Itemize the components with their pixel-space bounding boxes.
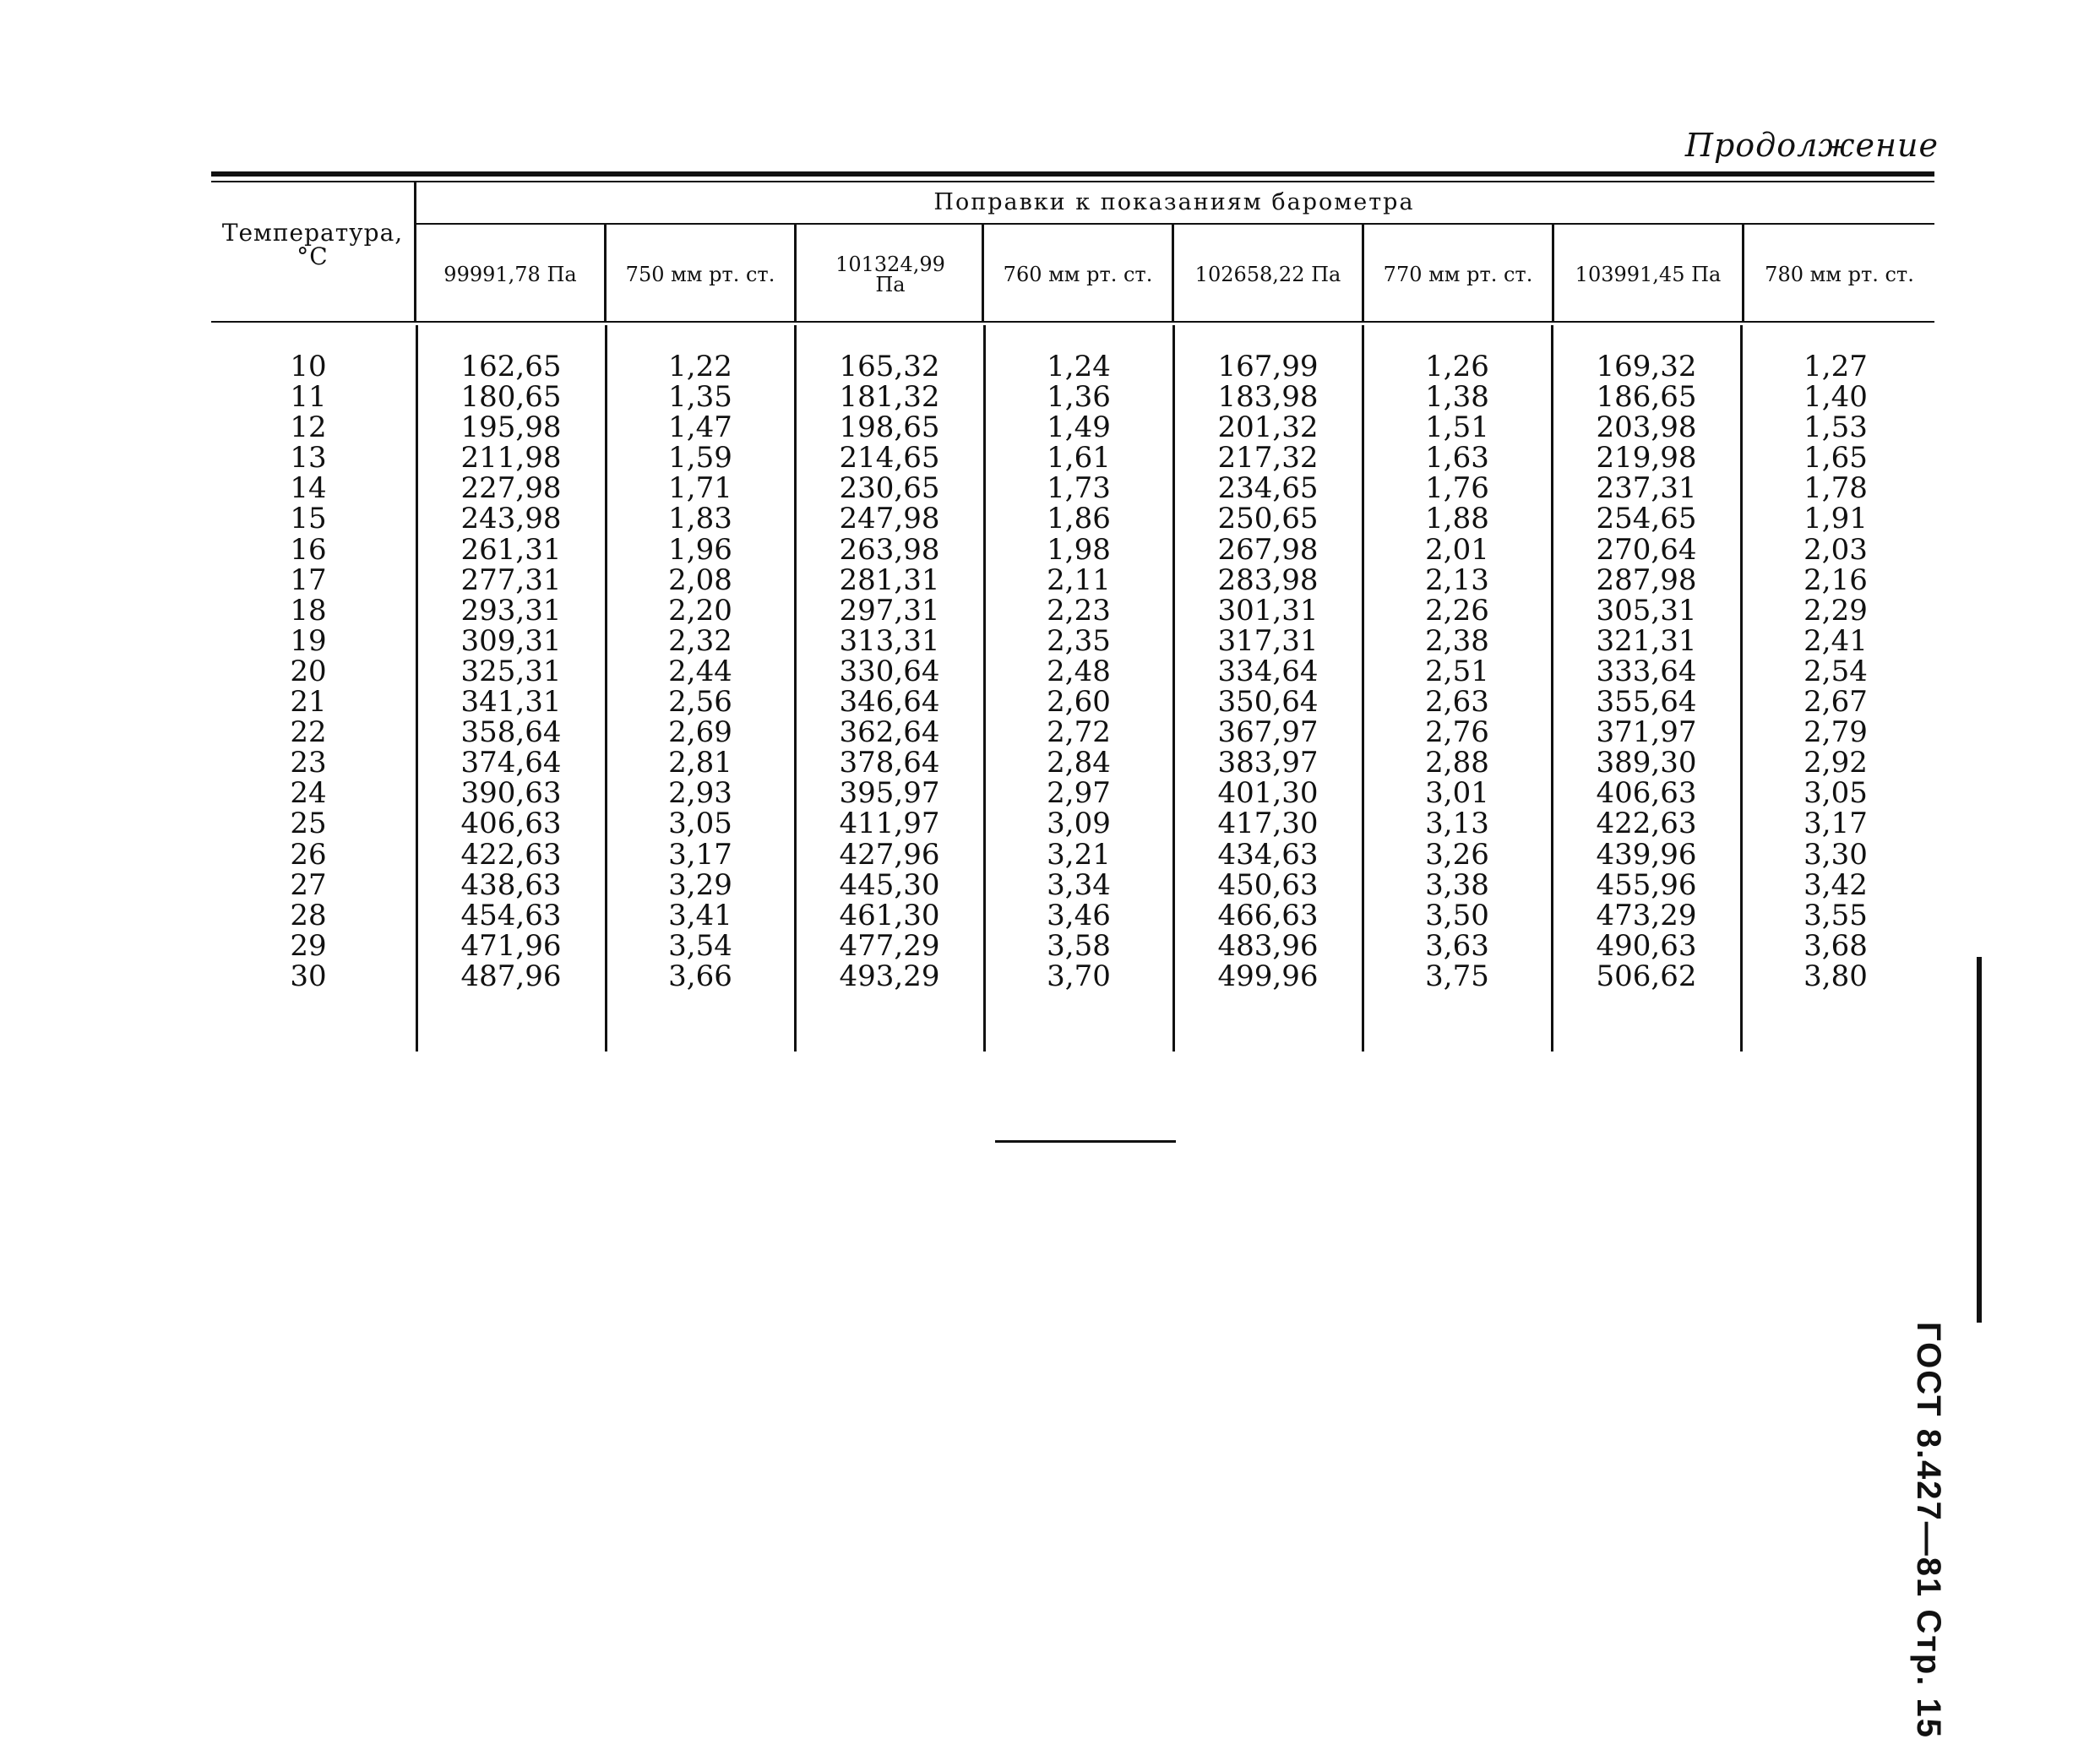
table-cell: 2,38 bbox=[1425, 623, 1489, 658]
group-header: Поправки к показаниям барометра bbox=[933, 189, 1415, 215]
table-cell: 2,44 bbox=[668, 654, 732, 688]
table-cell: 2,84 bbox=[1047, 746, 1111, 780]
table-cell: 3,66 bbox=[668, 959, 732, 993]
table-cell: 334,64 bbox=[1217, 654, 1319, 688]
table-cell: 390,63 bbox=[460, 776, 562, 811]
table-cell: 3,58 bbox=[1047, 928, 1111, 963]
table-cell: 219,98 bbox=[1596, 441, 1697, 476]
table-cell: 162,65 bbox=[460, 350, 562, 383]
table-cell: 2,08 bbox=[668, 562, 732, 597]
table-cell: 211,98 bbox=[460, 441, 562, 476]
table-cell: 439,96 bbox=[1596, 837, 1697, 872]
table-cell: 1,53 bbox=[1803, 410, 1868, 445]
table-cell: 167,99 bbox=[1217, 350, 1319, 383]
table-cell: 234,65 bbox=[1217, 471, 1319, 506]
table-cell: 455,96 bbox=[1596, 867, 1697, 902]
table-cell: 3,29 bbox=[668, 867, 732, 902]
table-cell: 341,31 bbox=[460, 685, 562, 720]
table-cell: 395,97 bbox=[839, 776, 940, 811]
table-cell: 3,09 bbox=[1047, 807, 1111, 841]
table-cell: 1,61 bbox=[1047, 441, 1111, 476]
table-cell: 371,97 bbox=[1596, 715, 1697, 750]
table-cell: 301,31 bbox=[1217, 593, 1319, 628]
table-cell: 346,64 bbox=[839, 685, 940, 720]
table-cell: 493,29 bbox=[839, 959, 940, 993]
temperature-cell: 11 bbox=[290, 380, 327, 415]
table-cell: 2,35 bbox=[1047, 623, 1111, 658]
column-header-1: 99991,78 Па bbox=[443, 263, 577, 286]
table-cell: 1,76 bbox=[1425, 471, 1489, 506]
table-cell: 499,96 bbox=[1217, 959, 1319, 993]
table-cell: 2,23 bbox=[1047, 593, 1111, 628]
table-cell: 181,32 bbox=[839, 380, 940, 415]
temperature-column bbox=[245, 351, 372, 992]
table-cell: 2,03 bbox=[1803, 532, 1868, 567]
table-cell: 3,55 bbox=[1803, 898, 1868, 932]
table-cell: 333,64 bbox=[1596, 654, 1697, 688]
table-cell: 355,64 bbox=[1596, 685, 1697, 720]
table-cell: 281,31 bbox=[839, 562, 940, 597]
table-cell: 237,31 bbox=[1596, 471, 1697, 506]
table-cell: 1,40 bbox=[1803, 380, 1868, 415]
table-cell: 3,05 bbox=[668, 807, 732, 841]
table-cell: 217,32 bbox=[1217, 441, 1319, 476]
table-cell: 2,67 bbox=[1803, 685, 1868, 720]
column-header-5: 102658,22 Па bbox=[1194, 263, 1341, 286]
table-cell: 2,41 bbox=[1803, 623, 1868, 658]
data-column-2 bbox=[607, 351, 793, 992]
table-cell: 165,32 bbox=[839, 350, 940, 383]
temperature-cell: 22 bbox=[290, 715, 327, 750]
temperature-cell: 28 bbox=[290, 898, 327, 932]
table-cell: 201,32 bbox=[1217, 410, 1319, 445]
table-cell: 1,78 bbox=[1803, 471, 1868, 506]
column-header-4: 760 мм рт. ст. bbox=[1003, 263, 1153, 286]
temperature-cell: 24 bbox=[290, 776, 327, 811]
table-cell: 214,65 bbox=[839, 441, 940, 476]
table-cell: 3,01 bbox=[1425, 776, 1489, 811]
table-cell: 3,21 bbox=[1047, 837, 1111, 872]
table-cell: 2,29 bbox=[1803, 593, 1868, 628]
divider bbox=[982, 225, 984, 321]
data-column-4 bbox=[986, 351, 1172, 992]
table-cell: 287,98 bbox=[1596, 562, 1697, 597]
page-label-bar bbox=[1977, 957, 1982, 1323]
table-cell: 2,54 bbox=[1803, 654, 1868, 688]
table-cell: 3,75 bbox=[1425, 959, 1489, 993]
table-cell: 417,30 bbox=[1217, 807, 1319, 841]
table-cell: 487,96 bbox=[460, 959, 562, 993]
table-cell: 477,29 bbox=[839, 928, 940, 963]
table-cell: 305,31 bbox=[1596, 593, 1697, 628]
table-cell: 362,64 bbox=[839, 715, 940, 750]
table-cell: 2,51 bbox=[1425, 654, 1489, 688]
data-column-7 bbox=[1553, 351, 1739, 992]
table-cell: 1,49 bbox=[1047, 410, 1111, 445]
table-cell: 2,92 bbox=[1803, 746, 1868, 780]
table-cell: 3,46 bbox=[1047, 898, 1111, 932]
table-cell: 406,63 bbox=[460, 807, 562, 841]
temperature-cell: 26 bbox=[290, 837, 327, 872]
table-cell: 483,96 bbox=[1217, 928, 1319, 963]
table-cell: 374,64 bbox=[460, 746, 562, 780]
table-cell: 261,31 bbox=[460, 532, 562, 567]
temperature-cell: 18 bbox=[290, 593, 327, 628]
table-cell: 3,42 bbox=[1803, 867, 1868, 902]
table-cell: 195,98 bbox=[460, 410, 562, 445]
table-cell: 450,63 bbox=[1217, 867, 1319, 902]
table-cell: 297,31 bbox=[839, 593, 940, 628]
table-cell: 3,05 bbox=[1803, 776, 1868, 811]
column-header-7: 103991,45 Па bbox=[1575, 263, 1722, 286]
temperature-cell: 15 bbox=[290, 502, 327, 536]
table-cell: 438,63 bbox=[460, 867, 562, 902]
divider bbox=[1362, 225, 1364, 321]
temperature-header-text: Температура, °С bbox=[221, 219, 404, 270]
table-cell: 183,98 bbox=[1217, 380, 1319, 415]
group-header-rule bbox=[414, 223, 1934, 225]
table-cell: 1,22 bbox=[668, 350, 732, 383]
table-cell: 1,65 bbox=[1803, 441, 1868, 476]
data-column-1 bbox=[418, 351, 604, 992]
table-cell: 2,48 bbox=[1047, 654, 1111, 688]
table-cell: 3,68 bbox=[1803, 928, 1868, 963]
table-cell: 1,83 bbox=[668, 502, 732, 536]
table-cell: 471,96 bbox=[460, 928, 562, 963]
table-cell: 3,17 bbox=[668, 837, 732, 872]
divider bbox=[794, 225, 797, 321]
data-column-6 bbox=[1364, 351, 1550, 992]
table-cell: 247,98 bbox=[839, 502, 940, 536]
temperature-cell: 17 bbox=[290, 562, 327, 597]
table-cell: 454,63 bbox=[460, 898, 562, 932]
table-cell: 1,51 bbox=[1425, 410, 1489, 445]
divider bbox=[1742, 225, 1744, 321]
table-cell: 3,13 bbox=[1425, 807, 1489, 841]
temperature-cell: 23 bbox=[290, 746, 327, 780]
table-cell: 1,86 bbox=[1047, 502, 1111, 536]
table-cell: 2,56 bbox=[668, 685, 732, 720]
table-cell: 445,30 bbox=[839, 867, 940, 902]
column-header-6: 770 мм рт. ст. bbox=[1383, 263, 1533, 286]
table-cell: 2,60 bbox=[1047, 685, 1111, 720]
table-cell: 427,96 bbox=[839, 837, 940, 872]
page-label: ГОСТ 8.427—81 Стр. 15 bbox=[1910, 1322, 1947, 1739]
table-cell: 1,73 bbox=[1047, 471, 1111, 506]
table-cell: 473,29 bbox=[1596, 898, 1697, 932]
table-cell: 3,26 bbox=[1425, 837, 1489, 872]
divider bbox=[414, 182, 416, 321]
table-cell: 1,96 bbox=[668, 532, 732, 567]
column-header-3: 101324,99 Па bbox=[835, 253, 945, 296]
table-cell: 270,64 bbox=[1596, 532, 1697, 567]
table-cell: 267,98 bbox=[1217, 532, 1319, 567]
table-cell: 2,93 bbox=[668, 776, 732, 811]
table-cell: 1,38 bbox=[1425, 380, 1489, 415]
table-cell: 3,70 bbox=[1047, 959, 1111, 993]
table-cell: 3,50 bbox=[1425, 898, 1489, 932]
temperature-cell: 13 bbox=[290, 441, 327, 476]
table-cell: 2,13 bbox=[1425, 562, 1489, 597]
data-column-3 bbox=[797, 351, 982, 992]
temperature-cell: 20 bbox=[290, 654, 327, 688]
table-cell: 1,59 bbox=[668, 441, 732, 476]
table-cell: 3,34 bbox=[1047, 867, 1111, 902]
table-cell: 3,38 bbox=[1425, 867, 1489, 902]
temperature-header bbox=[211, 221, 414, 269]
table-cell: 401,30 bbox=[1217, 776, 1319, 811]
divider bbox=[604, 225, 607, 321]
table-cell: 3,17 bbox=[1803, 807, 1868, 841]
table-cell: 1,24 bbox=[1047, 350, 1111, 383]
temperature-cell: 25 bbox=[290, 807, 327, 841]
data-column-8 bbox=[1743, 351, 1929, 992]
table-cell: 2,11 bbox=[1047, 562, 1111, 597]
table-cell: 309,31 bbox=[460, 623, 562, 658]
table-cell: 313,31 bbox=[839, 623, 940, 658]
table-cell: 3,63 bbox=[1425, 928, 1489, 963]
table-cell: 383,97 bbox=[1217, 746, 1319, 780]
table-cell: 1,63 bbox=[1425, 441, 1489, 476]
table-cell: 3,30 bbox=[1803, 837, 1868, 872]
temperature-cell: 29 bbox=[290, 928, 327, 963]
table-cell: 1,27 bbox=[1803, 350, 1868, 383]
temperature-cell: 12 bbox=[290, 410, 327, 445]
data-column-5 bbox=[1175, 351, 1361, 992]
table-cell: 330,64 bbox=[839, 654, 940, 688]
table-cell: 434,63 bbox=[1217, 837, 1319, 872]
end-of-table-line bbox=[995, 1140, 1176, 1143]
table-cell: 2,26 bbox=[1425, 593, 1489, 628]
table-cell: 506,62 bbox=[1596, 959, 1697, 993]
table-cell: 2,69 bbox=[668, 715, 732, 750]
table-top-rule bbox=[211, 171, 1934, 177]
table-cell: 3,41 bbox=[668, 898, 732, 932]
table-cell: 198,65 bbox=[839, 410, 940, 445]
table-cell: 2,16 bbox=[1803, 562, 1868, 597]
table-cell: 367,97 bbox=[1217, 715, 1319, 750]
table-cell: 1,91 bbox=[1803, 502, 1868, 536]
table-cell: 3,54 bbox=[668, 928, 732, 963]
table-cell: 1,26 bbox=[1425, 350, 1489, 383]
table-cell: 254,65 bbox=[1596, 502, 1697, 536]
temperature-cell: 14 bbox=[290, 471, 327, 506]
table-cell: 1,47 bbox=[668, 410, 732, 445]
table-cell: 283,98 bbox=[1217, 562, 1319, 597]
table-cell: 1,98 bbox=[1047, 532, 1111, 567]
table-cell: 186,65 bbox=[1596, 380, 1697, 415]
table-cell: 180,65 bbox=[460, 380, 562, 415]
temperature-cell: 19 bbox=[290, 623, 327, 658]
table-cell: 2,97 bbox=[1047, 776, 1111, 811]
table-cell: 1,36 bbox=[1047, 380, 1111, 415]
table-cell: 293,31 bbox=[460, 593, 562, 628]
temperature-cell: 27 bbox=[290, 867, 327, 902]
table-cell: 422,63 bbox=[1596, 807, 1697, 841]
temperature-cell: 10 bbox=[290, 350, 327, 383]
table-cell: 2,76 bbox=[1425, 715, 1489, 750]
table-cell: 230,65 bbox=[839, 471, 940, 506]
table-cell: 422,63 bbox=[460, 837, 562, 872]
table-cell: 2,20 bbox=[668, 593, 732, 628]
table-cell: 389,30 bbox=[1596, 746, 1697, 780]
table-cell: 250,65 bbox=[1217, 502, 1319, 536]
table-cell: 2,72 bbox=[1047, 715, 1111, 750]
table-cell: 2,79 bbox=[1803, 715, 1868, 750]
divider bbox=[1552, 225, 1554, 321]
table-cell: 325,31 bbox=[460, 654, 562, 688]
column-header-8: 780 мм рт. ст. bbox=[1765, 263, 1914, 286]
table-cell: 227,98 bbox=[460, 471, 562, 506]
table-cell: 378,64 bbox=[839, 746, 940, 780]
table-cell: 358,64 bbox=[460, 715, 562, 750]
table-cell: 2,01 bbox=[1425, 532, 1489, 567]
table-cell: 350,64 bbox=[1217, 685, 1319, 720]
table-cell: 2,88 bbox=[1425, 746, 1489, 780]
table-cell: 2,63 bbox=[1425, 685, 1489, 720]
temperature-cell: 30 bbox=[290, 959, 327, 993]
table-cell: 277,31 bbox=[460, 562, 562, 597]
table-cell: 3,80 bbox=[1803, 959, 1868, 993]
table-cell: 490,63 bbox=[1596, 928, 1697, 963]
table-cell: 1,88 bbox=[1425, 502, 1489, 536]
table-cell: 243,98 bbox=[460, 502, 562, 536]
continuation-label: Продолжение bbox=[1684, 127, 1939, 164]
temperature-cell: 16 bbox=[290, 532, 327, 567]
table-cell: 2,81 bbox=[668, 746, 732, 780]
table-cell: 1,71 bbox=[668, 471, 732, 506]
temperature-cell: 21 bbox=[290, 685, 327, 720]
divider bbox=[1172, 225, 1174, 321]
table-cell: 406,63 bbox=[1596, 776, 1697, 811]
table-cell: 2,32 bbox=[668, 623, 732, 658]
table-cell: 203,98 bbox=[1596, 410, 1697, 445]
table-cell: 1,35 bbox=[668, 380, 732, 415]
table-cell: 169,32 bbox=[1596, 350, 1697, 383]
table-cell: 411,97 bbox=[839, 807, 940, 841]
column-header-2: 750 мм рт. ст. bbox=[625, 263, 775, 286]
header-bottom-rule bbox=[211, 321, 1934, 323]
table-cell: 461,30 bbox=[839, 898, 940, 932]
table-cell: 466,63 bbox=[1217, 898, 1319, 932]
table-cell: 263,98 bbox=[839, 532, 940, 567]
table-cell: 317,31 bbox=[1217, 623, 1319, 658]
table-cell: 321,31 bbox=[1596, 623, 1697, 658]
